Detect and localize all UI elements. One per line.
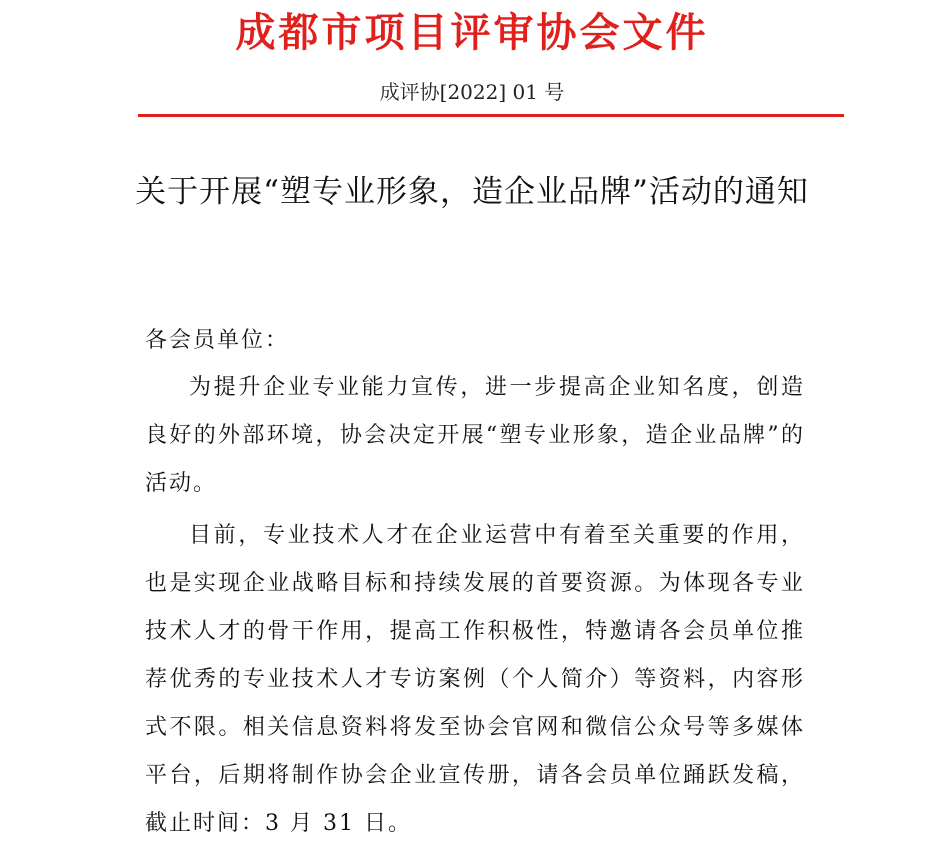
body-paragraph: 目前，专业技术人才在企业运营中有着至关重要的作用，也是实现企业战略目标和持续发展的首要资源。为体现各专业技术人才的骨干作用，提高工作积极性，特邀请各会员单位推荐优秀的专业技术人才专访案例（个人简介）等资料，内容形式不限。相关信息资料将发至协会官网和微信公众号等多媒体平台，后期将制作协会企业宣传册，请各会员单位踊跃发稿，截止时间：3 月 31 日。 bbox=[145, 523, 805, 836]
notice-title: 关于开展“塑专业形象，造企业品牌”活动的通知 bbox=[135, 174, 809, 210]
org-document-title: 成都市项目评审协会文件 bbox=[235, 10, 709, 56]
body-paragraph: 为提升企业专业能力宣传，进一步提高企业知名度，创造良好的外部环境，协会决定开展“塑专业形象，造企业品牌”的活动。 bbox=[145, 375, 805, 496]
document-number: 成评协[2022] 01 号 bbox=[379, 80, 565, 104]
header-divider bbox=[138, 114, 844, 117]
salutation: 各会员单位： bbox=[145, 328, 290, 353]
